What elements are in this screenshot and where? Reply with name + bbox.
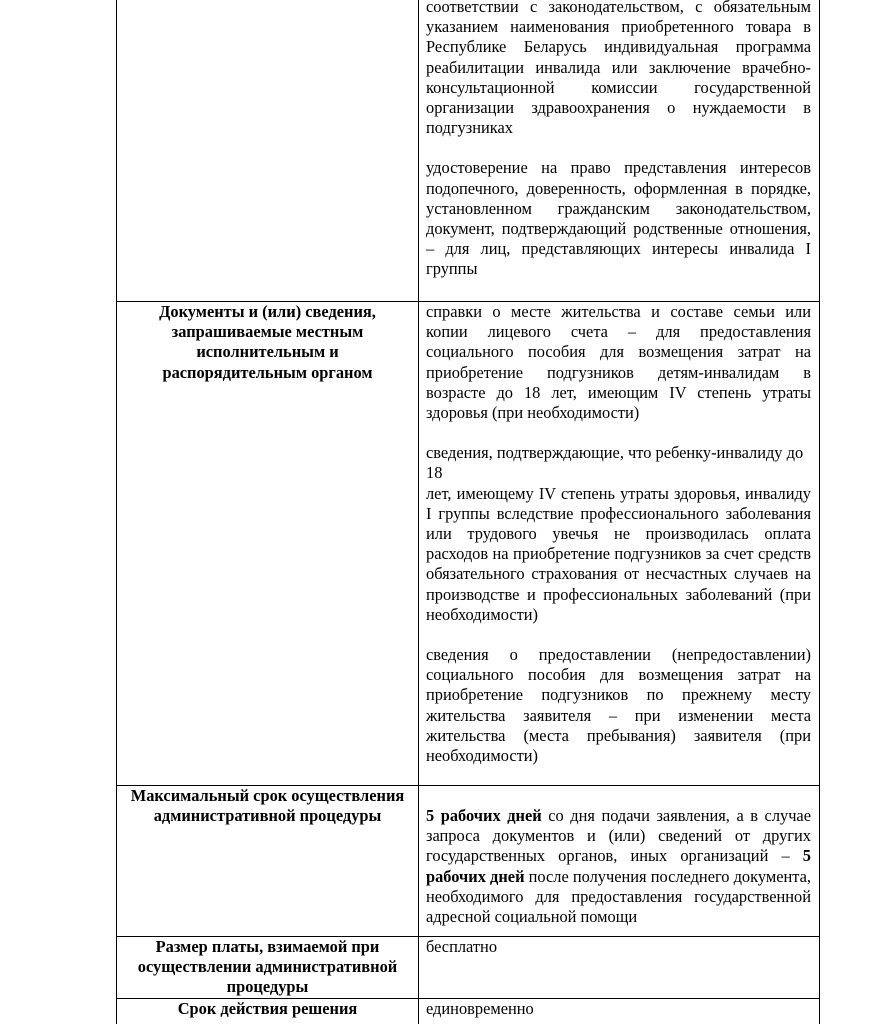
fee-value: бесплатно <box>426 937 498 956</box>
validity-value: единовременно <box>426 998 534 1018</box>
term-text: со дня подачи заявления, а в случае запроса документов и (или) сведений от других государственных органов, иных организаций – <box>426 806 811 866</box>
term-bold-days: 5 рабочих дней <box>426 806 542 825</box>
row-value-cell <box>419 786 820 937</box>
row-label: Срок действия решения <box>177 998 358 1018</box>
row-label-cell <box>117 937 419 999</box>
row-label: Максимальный срок осуществления административной процедуры <box>130 786 405 826</box>
row-label-cell <box>117 998 419 1024</box>
procedure-table <box>116 0 820 1024</box>
row-label-cell <box>117 302 419 786</box>
table-row <box>117 0 820 302</box>
row-label: Размер платы, взимаемой при осуществлении административной процедуры <box>137 937 398 997</box>
row-value-cell <box>419 998 820 1024</box>
documents-paragraph: сведения, подтверждающие, что ребенку-инвалиду до 18 <box>426 443 804 483</box>
row-label-cell <box>117 0 419 302</box>
term-paragraph <box>426 806 811 927</box>
documents-paragraph: справки о месте жительства и составе семьи или копии лицевого счета – для предоставления социального пособия для возмещения затрат на приобретение подгузников детям-инвалидам в возрасте до 18 лет, имеющим IV степень утраты здоровья (при необходимости) <box>426 302 811 423</box>
documents-paragraph: сведения о предоставлении (непредоставлении) социального пособия для возмещения затрат на приобретение подгузников по прежнему месту жительства заявителя – при изменении места жительства (места пребывания) заявителя (при необходимости) <box>426 645 811 766</box>
row-value-cell <box>419 937 820 999</box>
row-label-cell <box>117 786 419 937</box>
table-row <box>117 998 820 1024</box>
documents-paragraph: лет, имеющему IV степень утраты здоровья, инвалиду I группы вследствие профессионального заболевания или трудового увечья не производилась оплата расходов на приобретение подгузников за счет средств обязательного страхования от несчастных случаев на производстве и профессиональных заболеваний (при необходимости) <box>426 483 811 624</box>
table-row <box>117 786 820 937</box>
row-value-cell <box>419 0 820 302</box>
term-text: после получения последнего документа, необходимого для предоставления государственной адресной социальной помощи <box>426 866 811 927</box>
row-label: Документы и (или) сведения, запрашиваемые местным исполнительным и распорядительным органом <box>159 302 376 382</box>
table-row <box>117 937 820 999</box>
table-row <box>117 302 820 786</box>
term-bold-days: 5 рабочих дней <box>426 846 811 886</box>
row-value-cell <box>419 302 820 786</box>
documents-paragraph: соответствии с законодательством, с обязательным указанием наименования приобретенного товара в Республике Беларусь индивидуальная программа реабилитации инвалида или заключение врачебно-консультационной комиссии государственной организации здравоохранения о нуждаемости в подгузниках <box>426 0 811 138</box>
documents-paragraph: удостоверение на право представления интересов подопечного, доверенность, оформленная в порядке, установленном гражданским законодательством, документ, подтверждающий родственные отношения, – для лиц, представляющих интересы инвалида I группы <box>426 158 811 279</box>
